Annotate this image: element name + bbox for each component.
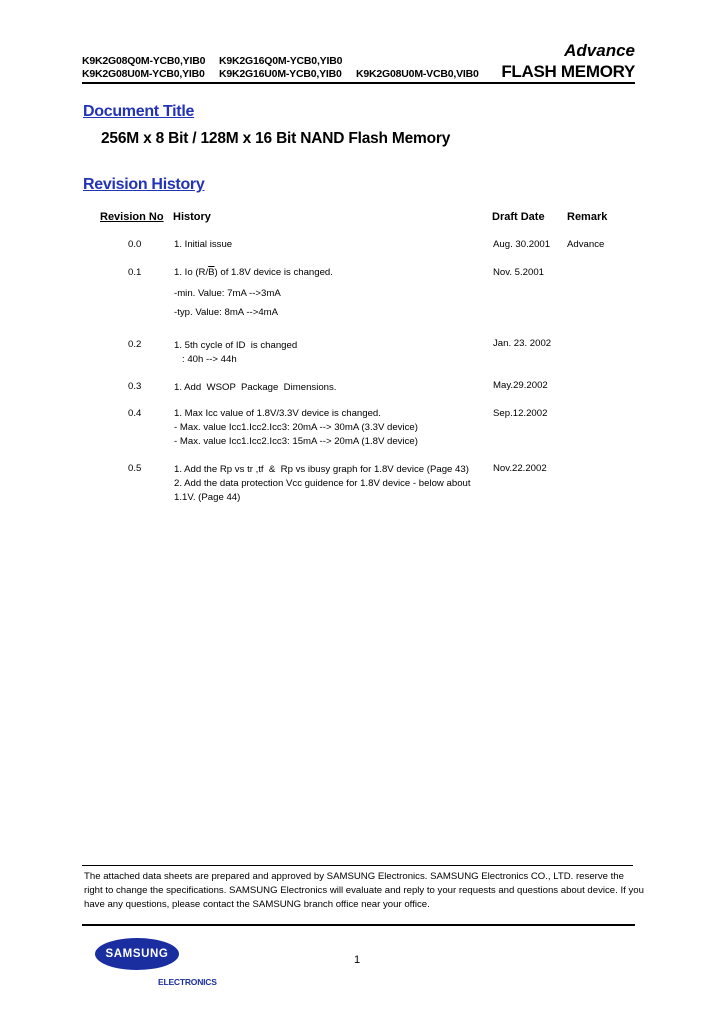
draft-date: Sep.12.2002 [493, 408, 548, 419]
part-number: K9K2G16U0M-YCB0,YIB0 [219, 68, 342, 80]
revision-number: 0.1 [128, 267, 142, 278]
revision-number: 0.2 [128, 339, 142, 350]
draft-date: Jan. 23. 2002 [493, 338, 552, 349]
revision-number: 0.5 [128, 463, 142, 474]
part-number: K9K2G08U0M-VCB0,VIB0 [356, 68, 479, 80]
disclaimer-line: The attached data sheets are prepared and approved by SAMSUNG Electronics. SAMSUNG Electronics CO., LTD. reserve the [84, 871, 624, 882]
history-line: 1. Initial issue [174, 239, 233, 250]
revision-history-heading: Revision History [83, 176, 205, 193]
revision-number: 0.4 [128, 408, 142, 419]
history-line: - Max. value Icc1.Icc2.Icc3: 15mA --> 20mA (1.8V device) [174, 436, 418, 447]
history-line-overbar: $\overline{B}$ [208, 267, 215, 278]
part-number: K9K2G08U0M-YCB0,YIB0 [82, 68, 205, 80]
history-line: - Max. value Icc1.Icc2.Icc3: 20mA --> 30mA (3.3V device) [174, 422, 418, 433]
document-subtitle: 256M x 8 Bit / 128M x 16 Bit NAND Flash Memory [101, 130, 451, 147]
document-title-heading: Document Title [83, 103, 195, 120]
samsung-logo-oval: SAMSUNG [95, 938, 179, 970]
history-line [174, 266, 333, 280]
draft-date: Aug. 30.2001 [493, 239, 551, 250]
col-revision-no: Revision No [100, 211, 164, 223]
history-line: -typ. Value: 8mA -->4mA [174, 307, 279, 318]
product-label: FLASH MEMORY [501, 62, 635, 81]
footer-rule-bottom [82, 924, 635, 926]
history-line: : 40h --> 44h [174, 354, 237, 365]
part-number: K9K2G08Q0M-YCB0,YIB0 [82, 55, 206, 67]
footer-rule-top [82, 865, 633, 866]
revision-number: 0.0 [128, 239, 142, 250]
history-line: 1. 5th cycle of ID is changed [174, 340, 298, 351]
page-number: 1 [354, 954, 361, 966]
history-line-post: ) of 1.8V device is changed. [214, 267, 333, 278]
col-history: History [173, 211, 211, 223]
advance-label: Advance [564, 41, 635, 60]
history-line: 1. Add the Rp vs tr ,tf & Rp vs ibusy graph for 1.8V device (Page 43) [174, 464, 469, 475]
samsung-logo-subtext: ELECTRONICS [158, 977, 217, 987]
history-line: 2. Add the data protection Vcc guidence for 1.8V device - below about [174, 478, 471, 489]
history-line: 1. Add WSOP Package Dimensions. [174, 382, 337, 393]
revision-number: 0.3 [128, 381, 142, 392]
part-number: K9K2G16Q0M-YCB0,YIB0 [219, 55, 343, 67]
col-remark: Remark [567, 211, 608, 223]
disclaimer-line: right to change the specifications. SAMSUNG Electronics will evaluate and reply to your requests and questions about device. If you [84, 885, 644, 896]
history-line: -min. Value: 7mA -->3mA [174, 288, 281, 299]
draft-date: May.29.2002 [493, 380, 548, 391]
history-line: 1.1V. (Page 44) [174, 492, 241, 503]
draft-date: Nov.22.2002 [493, 463, 547, 474]
disclaimer-line: have any questions, please contact the SAMSUNG branch office near your office. [84, 899, 430, 910]
draft-date: Nov. 5.2001 [493, 267, 545, 278]
col-draft-date: Draft Date [492, 211, 545, 223]
remark: Advance [567, 239, 605, 250]
history-line-pre: 1. Io (R/ [174, 267, 209, 278]
history-line: 1. Max Icc value of 1.8V/3.3V device is changed. [174, 408, 381, 419]
header-rule [82, 82, 635, 84]
